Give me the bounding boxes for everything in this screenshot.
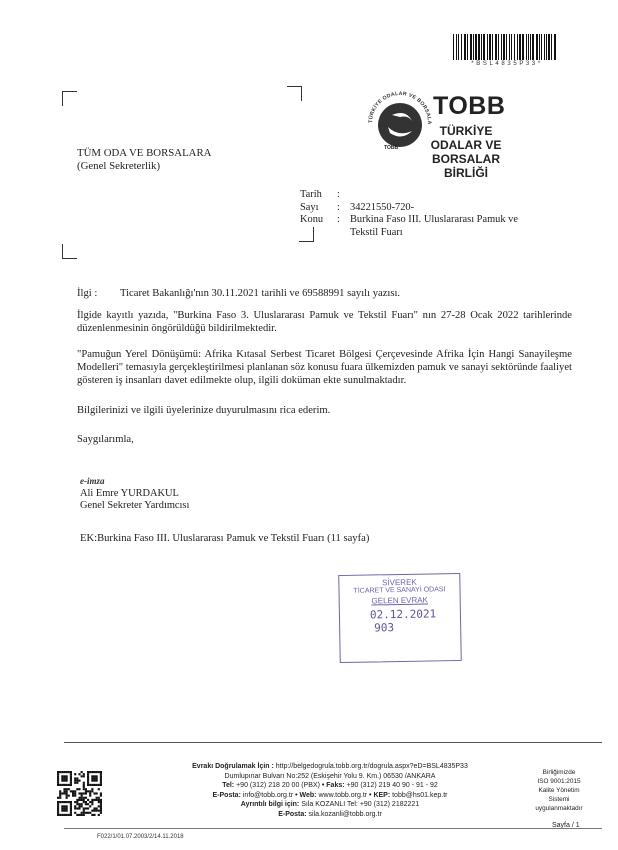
ilgi-label: İlgi : [77,288,98,299]
footer-verify-label: Evrakı Doğrulamak İçin : [192,763,274,770]
meta-sayi-row [300,202,518,215]
footer-contact-eposta-label: E-Posta: [278,810,307,818]
qr-code [57,771,102,816]
document-meta [300,189,518,239]
meta-sayi-value: 34221550-720- [350,201,415,213]
meta-konu-colon: : [337,214,340,226]
ilgi-text: Ticaret Bakanlığı'nın 30.11.2021 tarihli ve 69588991 sayılı yazısı. [120,288,401,299]
footer-detail: Sıla KOZANLI Tel: +90 (312) 2182221 [299,801,420,809]
meta-sayi-label: Sayı [300,201,319,213]
meta-konu-row [300,214,518,227]
barcode-bars [453,34,559,60]
meta-konu-value-2: Tekstil Fuarı [350,226,403,238]
meta-konu-label: Konu [300,214,324,226]
logo-small-text: TOBB [384,145,399,151]
stamp-line-2: TİCARET VE SANAYİ ODASI [353,586,446,595]
logo-ring-text: TÜRKİYE ODALAR VE BORSALA [367,90,433,125]
stamp-date: 02.12.2021 [369,607,437,622]
footer-divider [64,742,602,743]
stamp-line-3: GELEN EVRAK [371,595,429,606]
closing: Saygılarımla, [77,434,134,445]
form-code: F022/1/01.07.2003/2/14.11.2018 [97,834,184,840]
qr-code-icon [57,771,102,816]
footer-line-6 [160,810,500,820]
meta-konu-value-1: Burkina Faso III. Uluslararası Pamuk ve [350,214,518,226]
meta-tarih-label: Tarih [300,189,322,200]
bottom-rule [64,828,602,829]
logo-brand: TOBB [433,92,506,120]
meta-tarih-colon: : [337,189,340,200]
paragraph-3: Bilgilerinizi ve ilgili üyelerinize duyurulmasını rica ederim. [77,405,331,416]
footer-kep-label: • KEP: [369,791,391,799]
paragraph-1: İlgide kayıtlı yazıda, "Burkina Faso 3. Uluslararası Pamuk ve Tekstil Fuarı" nın 27-28 Ocak 2022 tarihlerinde düzenlenmesinin öngörüldüğü bildirilmektedir. [77,310,572,334]
footer-eposta-label: E-Posta: [212,791,241,799]
iso-line-5: uygulanmaktadır [535,805,583,812]
eimza-mark: e-imza [80,476,105,486]
paragraph-2: "Pamuğun Yerel Dönüşümü: Afrika Kıtasal Serbest Ticaret Bölgesi Çerçevesinde Afrika İçin Hangi Sanayileşme Modelleri" temasıyla gerçekleştirilmesi planlanan söz konusu fuara ülkemizden pamuk ve sanayi sektöründe faaliyet gösteren iş insanları davet edilmekte olup, ilgili doküman ekte sunulmaktadır. [77,349,573,386]
logo-line-2: ODALAR VE BORSALAR [430,138,502,166]
logo-line-3: BİRLİĞİ [444,166,488,180]
stamp-line-1: SİVEREK [381,577,417,588]
iso-line-2: ISO 9001:2015 [537,778,581,785]
footer-tel: +90 (312) 218 20 00 (PBX) [234,782,322,790]
footer-verify-url[interactable]: http://belgedogrula.tobb.org.tr/dogrula.aspx?eD=BSL4835P33 [273,763,468,770]
barcode [453,34,559,67]
footer-line-4 [160,791,500,801]
footer-detail-label: Ayrıntılı bilgi için: [240,801,300,809]
footer-contact [160,762,500,820]
footer-web-label: • Web: [295,791,317,799]
page-number: Sayfa / 1 [552,822,580,829]
signer-name: Ali Emre YURDAKUL [80,487,179,499]
meta-tarih-row [300,189,518,202]
logo-title [398,124,534,180]
footer-eposta[interactable]: info@tobb.org.tr [240,791,296,799]
footer-kep[interactable]: tobb@hs01.kep.tr [390,791,448,799]
address-corner-bottom-left [62,244,77,259]
footer-faks-label: • Faks: [321,782,345,790]
footer-line-1 [160,762,500,772]
meta-konu-row-2 [300,227,518,240]
signer-title: Genel Sekreter Yardımcısı [80,500,190,512]
address-corner-top-right [287,86,302,101]
iso-line-3: Kalite Yönetim [538,787,580,794]
footer-web[interactable]: www.tobb.org.tr [316,791,370,799]
footer-line-5 [160,800,500,810]
logo-line-1: TÜRKİYE [439,124,493,138]
attachment-line: EK:Burkina Faso III. Uluslararası Pamuk ve Tekstil Fuarı (11 sayfa) [80,533,370,544]
footer-faks: +90 (312) 219 40 90 - 91 - 92 [344,782,438,790]
footer-line-3 [160,781,500,791]
recipient-line-2: (Genel Sekreterlik) [77,160,161,172]
ilgi-line [77,288,400,299]
footer-tel-label: Tel: [222,782,235,790]
signature-block [80,475,189,513]
meta-sayi-colon: : [337,201,340,213]
iso-line-1: Birliğimizde [542,769,576,776]
iso-line-4: Sistemi [548,796,570,803]
footer-address: Dumlupınar Bulvarı No:252 (Eskişehir Yolu 9. Km.) 06530 /ANKARA [224,772,436,780]
recipient-line-1: TÜM ODA VE BORSALARA [77,147,212,159]
received-stamp [338,573,462,663]
iso-block [524,768,594,813]
barcode-text: * B S L 4 8 3 5 P 3 3 * [471,61,541,67]
recipient [77,147,211,173]
stamp-number: 903 [374,621,395,635]
address-corner-top-left [62,91,77,106]
footer-contact-eposta[interactable]: sila.kozanli@tobb.org.tr [306,810,382,818]
